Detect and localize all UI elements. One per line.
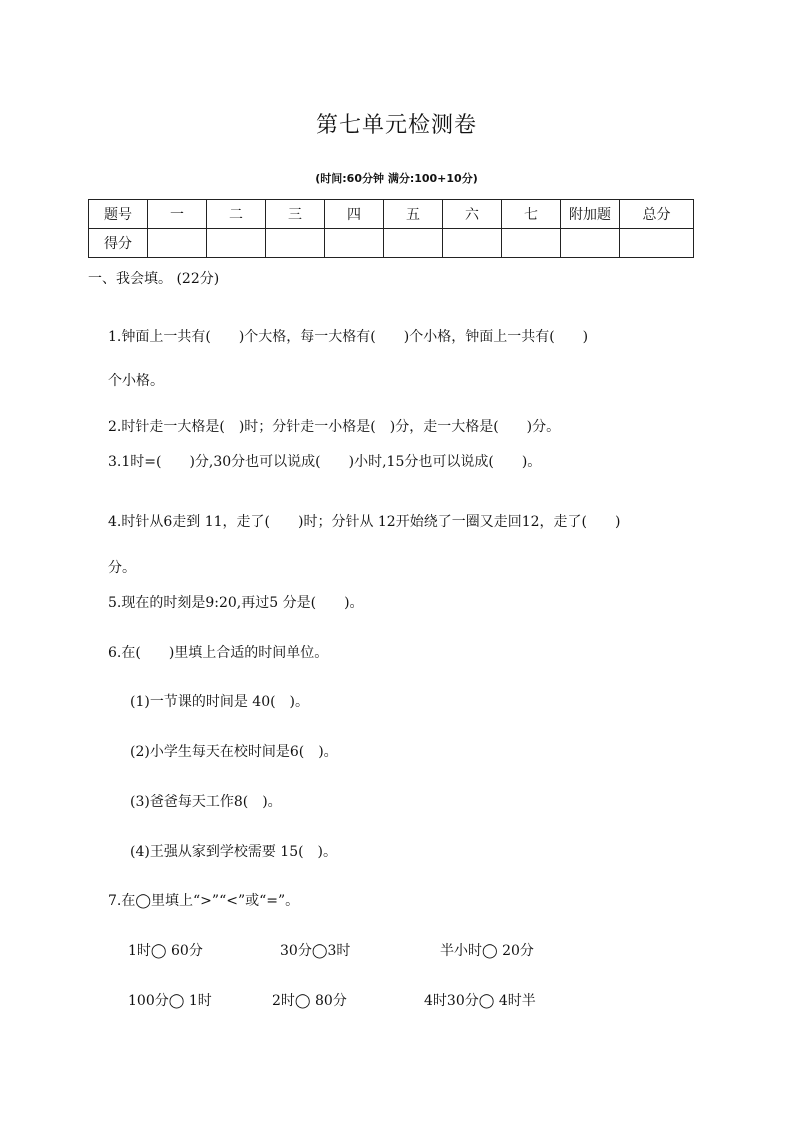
score-table-col-6: 六 xyxy=(443,200,502,229)
score-table-col-3: 三 xyxy=(266,200,325,229)
page-title: 第七单元检测卷 xyxy=(315,113,477,138)
question-6-item-4: (4)王强从家到学校需要 15( )。 xyxy=(130,844,338,860)
question-1-line-1: 1.钟面上一共有( )个大格，每一大格有( )个小格，钟面上一共有( ) xyxy=(108,329,589,345)
question-4-line-2: 分。 xyxy=(108,560,136,576)
question-1-line-2: 个小格。 xyxy=(108,373,164,389)
score-cell[interactable] xyxy=(384,229,443,258)
question-6-item-2: (2)小学生每天在校时间是6( )。 xyxy=(130,744,338,760)
score-cell[interactable] xyxy=(207,229,266,258)
compare-item: 4时30分◯ 4时半 xyxy=(424,993,536,1009)
compare-item: 100分◯ 1时 xyxy=(128,993,212,1009)
compare-item: 1时◯ 60分 xyxy=(128,943,203,959)
score-table xyxy=(88,199,694,258)
question-2: 2.时针走一大格是( )时；分针走一小格是( )分，走一大格是( )分。 xyxy=(108,419,561,435)
section-heading: 一、我会填。 (22分) xyxy=(88,271,220,287)
score-table-col-4: 四 xyxy=(325,200,384,229)
score-table-col-total: 总分 xyxy=(620,200,694,229)
score-table-col-7: 七 xyxy=(502,200,561,229)
score-table-col-5: 五 xyxy=(384,200,443,229)
question-3: 3.1时=( )分,30分也可以说成( )小时,15分也可以说成( )。 xyxy=(108,454,542,470)
score-cell[interactable] xyxy=(561,229,620,258)
compare-item: 2时◯ 80分 xyxy=(272,993,347,1009)
compare-item: 30分◯3时 xyxy=(280,943,351,959)
score-table-score-row xyxy=(89,229,694,258)
compare-item: 半小时◯ 20分 xyxy=(440,943,534,959)
score-cell[interactable] xyxy=(502,229,561,258)
score-table-col-bonus: 附加题 xyxy=(561,200,620,229)
question-6-item-1: (1)一节课的时间是 40( )。 xyxy=(130,694,310,710)
question-4-line-1: 4.时针从6走到 11，走了( )时；分针从 12开始绕了一圈又走回12，走了( ) xyxy=(108,514,621,530)
score-cell[interactable] xyxy=(325,229,384,258)
score-table-row-label: 题号 xyxy=(89,200,148,229)
score-cell[interactable] xyxy=(148,229,207,258)
question-7: 7.在◯里填上“>”“<”或“=”。 xyxy=(108,893,300,909)
score-table-col-2: 二 xyxy=(207,200,266,229)
question-6-item-3: (3)爸爸每天工作8( )。 xyxy=(130,794,282,810)
score-cell[interactable] xyxy=(443,229,502,258)
score-table-header-row xyxy=(89,200,694,229)
question-5: 5.现在的时刻是9:20,再过5 分是( )。 xyxy=(108,595,364,611)
question-6: 6.在( )里填上合适的时间单位。 xyxy=(108,645,329,661)
exam-time-score-note: (时间:60分钟 满分:100+10分) xyxy=(315,172,478,185)
score-table-col-1: 一 xyxy=(148,200,207,229)
score-table-row-label: 得分 xyxy=(89,229,148,258)
score-cell[interactable] xyxy=(266,229,325,258)
score-cell[interactable] xyxy=(620,229,694,258)
